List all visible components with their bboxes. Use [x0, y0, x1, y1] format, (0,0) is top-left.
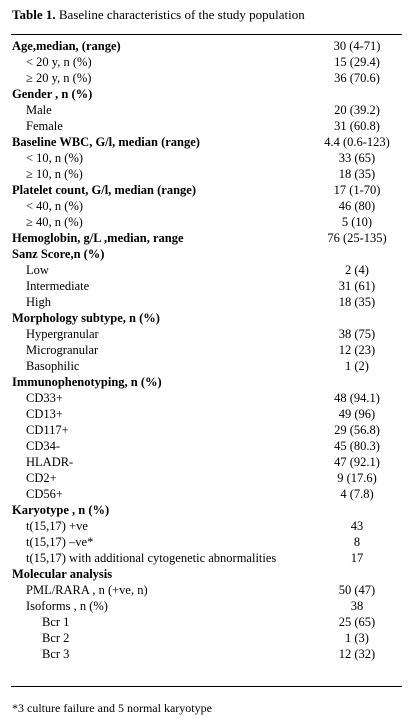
row-label: CD117+: [26, 423, 69, 437]
table-row: [12, 262, 402, 278]
row-label: CD34-: [26, 439, 61, 453]
table-row: [12, 614, 402, 630]
row-label: < 40, n (%): [26, 199, 84, 213]
row-label: ≥ 20 y, n (%): [26, 71, 92, 85]
row-label: PML/RARA , n (+ve, n): [26, 583, 148, 597]
row-value: 36 (70.6): [334, 71, 380, 85]
table-row: [12, 214, 402, 230]
table-row: [12, 150, 402, 166]
table-row: [12, 630, 402, 646]
row-value: 17: [350, 551, 364, 565]
table-caption: [12, 7, 305, 23]
row-value: 4 (7.8): [340, 487, 374, 501]
table-row: [12, 294, 402, 310]
row-label: < 20 y, n (%): [26, 55, 92, 69]
table-row: [12, 518, 402, 534]
row-value: 47 (92.1): [334, 455, 380, 469]
row-label: Male: [26, 103, 52, 117]
row-label: HLADR-: [26, 455, 74, 469]
row-label: t(15,17) with additional cytogenetic abnormalities: [26, 551, 277, 565]
row-value: 38 (75): [338, 327, 376, 341]
row-value: 17 (1-70): [333, 183, 381, 197]
table-row: [12, 166, 402, 182]
row-value: 1 (2): [345, 359, 369, 373]
row-label: Female: [26, 119, 63, 133]
row-value: 2 (4): [345, 263, 369, 277]
row-label: Bcr 1: [42, 615, 70, 629]
row-label: Low: [26, 263, 49, 277]
row-value: 29 (56.8): [334, 423, 380, 437]
caption-label: Table 1.: [12, 7, 56, 22]
row-label: ≥ 10, n (%): [26, 167, 83, 181]
row-label: Immunophenotyping, n (%): [12, 375, 162, 389]
row-label: CD33+: [26, 391, 63, 405]
table-row: [12, 182, 402, 198]
row-value: [312, 374, 402, 390]
row-label: Microgranular: [26, 343, 99, 357]
row-value: 8: [353, 535, 361, 549]
characteristics-table: [12, 38, 402, 662]
row-label: Molecular analysis: [12, 567, 113, 581]
row-value: [312, 502, 402, 518]
row-value: 48 (94.1): [334, 391, 380, 405]
table-row: [12, 470, 402, 486]
table-row: [12, 502, 402, 518]
row-label: Age,median, (range): [12, 39, 121, 53]
table-row: [12, 438, 402, 454]
row-label: Bcr 3: [42, 647, 70, 661]
row-label: Baseline WBC, G/l, median (range): [12, 135, 200, 149]
row-value: 50 (47): [338, 583, 376, 597]
row-value: 43: [350, 519, 364, 533]
row-value: 20 (39.2): [334, 103, 380, 117]
table-top-rule: [11, 34, 402, 35]
table-body: [12, 38, 402, 662]
table-row: [12, 54, 402, 70]
table-row: [12, 198, 402, 214]
row-value: 4.4 (0.6-123): [324, 135, 390, 149]
row-label: Bcr 2: [42, 631, 70, 645]
caption-text: Baseline characteristics of the study population: [55, 7, 305, 22]
table-row: [12, 342, 402, 358]
row-label: ≥ 40, n (%): [26, 215, 83, 229]
table-row: [12, 358, 402, 374]
row-value: 18 (35): [338, 167, 376, 181]
row-value: 12 (32): [338, 647, 376, 661]
table-row: [12, 118, 402, 134]
row-label: Karyotype , n (%): [12, 503, 110, 517]
table-row: [12, 566, 402, 582]
row-value: 12 (23): [338, 343, 376, 357]
row-label: Isoforms , n (%): [26, 599, 108, 613]
row-value: 76 (25-135): [327, 231, 387, 245]
row-value: 1 (3): [345, 631, 369, 645]
table-row: [12, 70, 402, 86]
table-row: [12, 422, 402, 438]
row-label: Hemoglobin, g/L ,median, range: [12, 231, 184, 245]
row-value: 46 (80): [338, 199, 376, 213]
row-value: 5 (10): [341, 215, 373, 229]
row-label: Hypergranular: [26, 327, 99, 341]
table-row: [12, 374, 402, 390]
table-bottom-rule: [11, 686, 402, 687]
table-row: [12, 102, 402, 118]
table-row: [12, 86, 402, 102]
table-row: [12, 38, 402, 54]
row-value: 15 (29.4): [334, 55, 380, 69]
row-value: 31 (61): [338, 279, 376, 293]
table-row: [12, 454, 402, 470]
table-row: [12, 134, 402, 150]
row-label: CD56+: [26, 487, 63, 501]
row-value: 31 (60.8): [334, 119, 380, 133]
row-label: < 10, n (%): [26, 151, 84, 165]
row-label: t(15,17) –ve*: [26, 535, 94, 549]
row-label: High: [26, 295, 51, 309]
row-label: Gender , n (%): [12, 87, 93, 101]
row-label: CD2+: [26, 471, 57, 485]
row-label: Morphology subtype, n (%): [12, 311, 160, 325]
row-value: 18 (35): [338, 295, 376, 309]
table-row: [12, 582, 402, 598]
table-row: [12, 598, 402, 614]
table-row: [12, 278, 402, 294]
row-label: Basophilic: [26, 359, 80, 373]
row-value: 25 (65): [338, 615, 376, 629]
table-footnote: *3 culture failure and 5 normal karyotype: [12, 701, 212, 715]
table-row: [12, 310, 402, 326]
row-label: Sanz Score,n (%): [12, 247, 105, 261]
row-value: 30 (4-71): [333, 39, 381, 53]
row-value: [312, 86, 402, 102]
row-value: [312, 310, 402, 326]
table-row: [12, 550, 402, 566]
table-row: [12, 646, 402, 662]
row-value: 49 (96): [338, 407, 376, 421]
row-value: [312, 566, 402, 582]
row-label: t(15,17) +ve: [26, 519, 88, 533]
row-label: Platelet count, G/l, median (range): [12, 183, 196, 197]
row-label: CD13+: [26, 407, 63, 421]
table-row: [12, 486, 402, 502]
row-value: 9 (17.6): [337, 471, 377, 485]
row-label: Intermediate: [26, 279, 90, 293]
row-value: 45 (80.3): [334, 439, 380, 453]
table-row: [12, 326, 402, 342]
row-value: [312, 246, 402, 262]
table-row: [12, 390, 402, 406]
table-row: [12, 534, 402, 550]
table-row: [12, 406, 402, 422]
table-row: [12, 246, 402, 262]
row-value: 33 (65): [338, 151, 376, 165]
table-row: [12, 230, 402, 246]
row-value: 38: [350, 599, 364, 613]
